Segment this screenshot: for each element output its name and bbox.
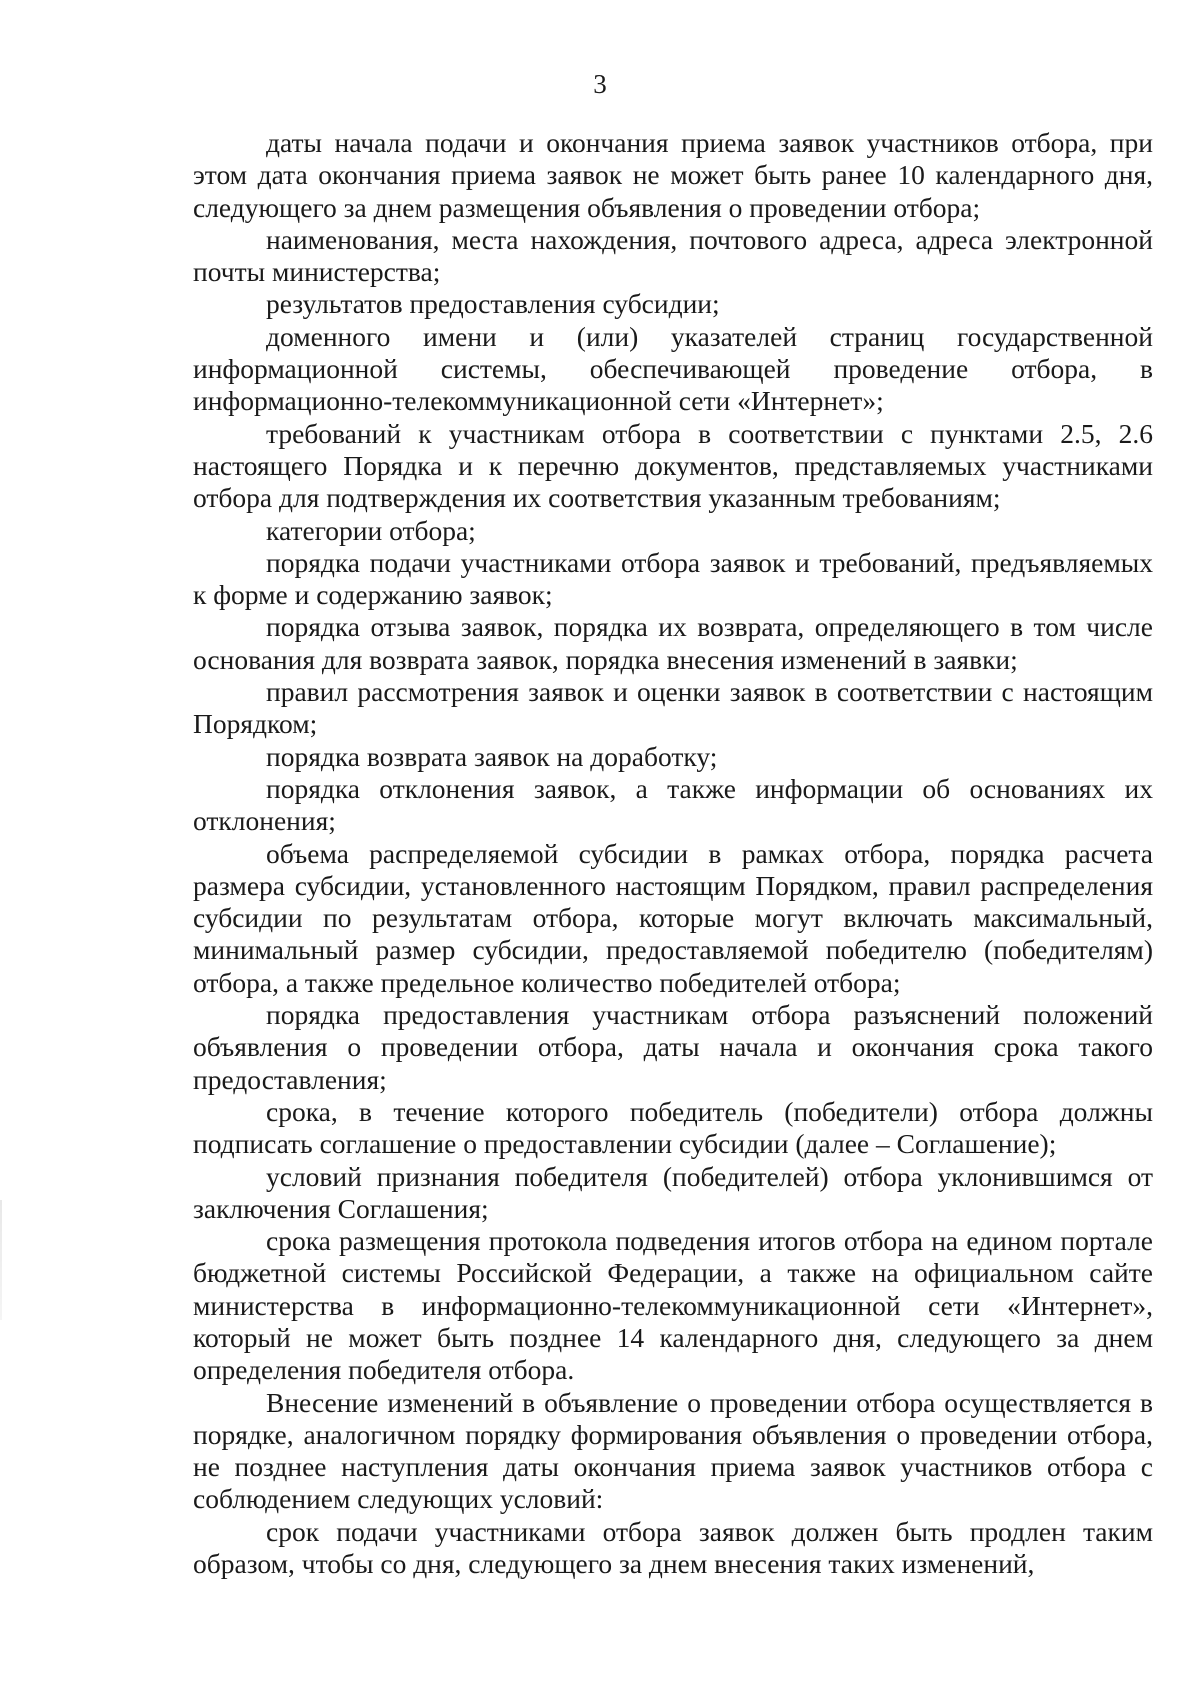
paragraph: порядка отклонения заявок, а также информации об основаниях их отклонения; [193, 772, 1153, 837]
scan-edge-mark [0, 1200, 2, 1320]
paragraph: объема распределяемой субсидии в рамках отбора, порядка расчета размера субсидии, установленного настоящим Порядком, правил распределения субсидии по результатам отбора, которые могут включать максимальный, минимальный размер субсидии, предоставляемой победителю (победителям) отбора, а также предельное количество победителей отбора; [193, 837, 1153, 998]
paragraph: Внесение изменений в объявление о проведении отбора осуществляется в порядке, аналогичном порядку формирования объявления о проведении отбора, не позднее наступления даты окончания приема заявок участников отбора с соблюдением следующих условий: [193, 1386, 1153, 1515]
page-number: 3 [593, 69, 607, 99]
paragraph: даты начала подачи и окончания приема заявок участников отбора, при этом дата окончания приема заявок не может быть ранее 10 календарного дня, следующего за днем размещения объявления о проведении отбора; [193, 127, 1153, 223]
paragraph: правил рассмотрения заявок и оценки заявок в соответствии с настоящим Порядком; [193, 676, 1153, 740]
paragraph: наименования, места нахождения, почтового адреса, адреса электронной почты министерства; [193, 223, 1153, 288]
paragraph: срока размещения протокола подведения итогов отбора на едином портале бюджетной системы Российской Федерации, а также на официальном сайте министерства в информационно-телекоммуникационной сети «Интернет», который не может быть позднее 14 календарного дня, следующего за днем определения победителя отбора. [193, 1225, 1153, 1386]
paragraph: порядка отзыва заявок, порядка их возврата, определяющего в том числе основания для возврата заявок, порядка внесения изменений в заявки; [193, 611, 1153, 675]
paragraph: порядка предоставления участникам отбора разъяснений положений объявления о проведении отбора, даты начала и окончания срока такого предоставления; [193, 999, 1153, 1095]
paragraph: результатов предоставления субсидии; [266, 288, 720, 320]
paragraph: условий признания победителя (победителей) отбора уклонившимся от заключения Соглашения; [193, 1160, 1153, 1224]
paragraph: порядка подачи участниками отбора заявок и требований, предъявляемых к форме и содержанию заявок; [193, 546, 1153, 611]
paragraph: категории отбора; [266, 514, 476, 546]
paragraph: срок подачи участниками отбора заявок должен быть продлен таким образом, чтобы со дня, следующего за днем внесения таких изменений, [193, 1515, 1153, 1580]
document-body [193, 127, 1153, 1580]
paragraph: доменного имени и (или) указателей страниц государственной информационной системы, обеспечивающей проведение отбора, в информационно-телекоммуникационной сети «Интернет»; [193, 320, 1153, 417]
paragraph: требований к участникам отбора в соответствии с пунктами 2.5, 2.6 настоящего Порядка и к перечню документов, представляемых участниками отбора для подтверждения их соответствия указанным требованиям; [193, 417, 1153, 514]
paragraph: срока, в течение которого победитель (победители) отбора должны подписать соглашение о предоставлении субсидии (далее – Соглашение); [193, 1095, 1153, 1160]
paragraph: порядка возврата заявок на доработку; [266, 740, 718, 772]
